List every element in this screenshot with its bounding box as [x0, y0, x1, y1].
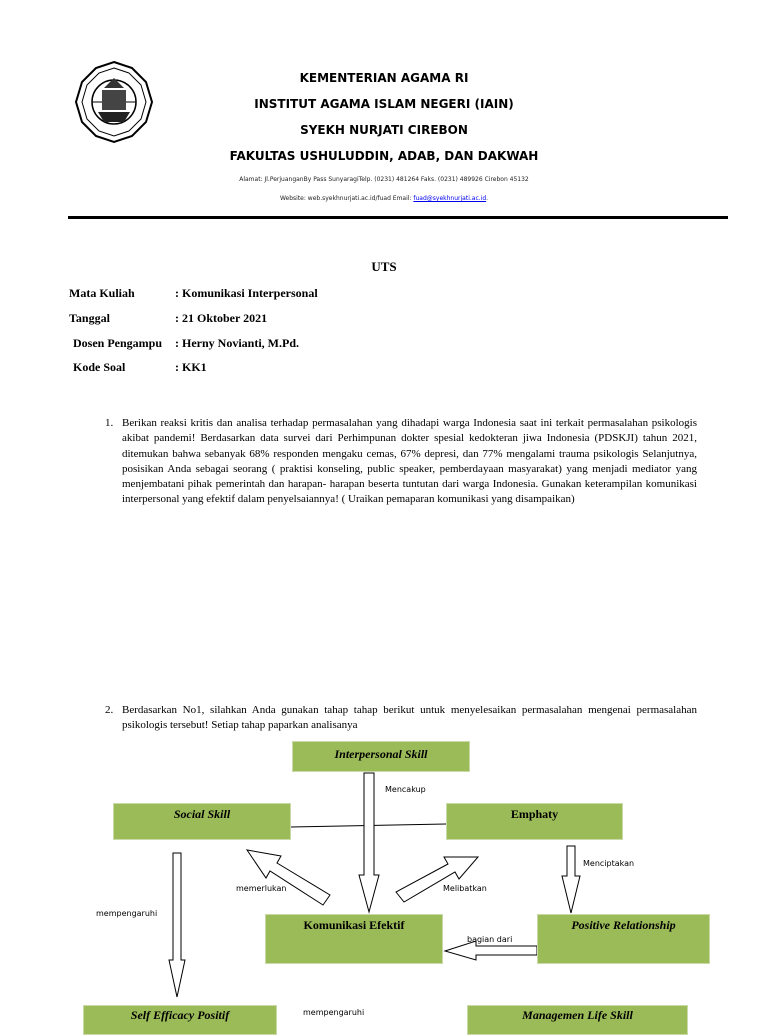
label-mencakup: Mencakup	[385, 785, 426, 794]
label-menciptakan: Menciptakan	[583, 859, 635, 868]
info-label-mata-kuliah: Mata Kuliah	[69, 286, 135, 300]
arrow-melibatkan	[396, 857, 478, 902]
label-bagian-dari: bagian dari	[467, 935, 513, 944]
box-emphaty: Emphaty	[446, 803, 623, 840]
info-label-tanggal: Tanggal	[69, 311, 110, 325]
box-managemen-life-skill: Managemen Life Skill	[467, 1005, 688, 1035]
box-self-efficacy: Self Efficacy Positif	[83, 1005, 277, 1035]
info-value-kode-soal: : KK1	[175, 360, 207, 374]
label-melibatkan: Melibatkan	[443, 884, 487, 893]
faculty-name: FAKULTAS USHULUDDIN, ADAB, DAN DAKWAH	[229, 149, 539, 163]
label-mempengaruhi-left: mempengaruhi	[96, 909, 158, 918]
arrow-mempengaruhi-left	[169, 853, 185, 997]
label-memerlukan: memerlukan	[236, 884, 287, 893]
box-positive-relationship: Positive Relationship	[537, 914, 710, 964]
ministry-name: KEMENTERIAN AGAMA RI	[299, 71, 469, 85]
info-label-kode-soal: Kode Soal	[73, 360, 126, 374]
page-title: UTS	[371, 259, 397, 274]
label-mempengaruhi-bottom: mempengaruhi	[303, 1008, 365, 1017]
box-social-skill: Social Skill	[113, 803, 291, 840]
arrow-mencakup	[359, 773, 379, 912]
question-text: Berdasarkan No1, silahkan Anda gunakan tahap tahap berikut untuk menyelesaikan permasalahan mengenai permasalahan psikologis tersebut! Setiap tahap paparkan analisanya	[122, 704, 697, 732]
question-number: 1.	[105, 417, 114, 429]
info-value-mata-kuliah: : Komunikasi Interpersonal	[175, 286, 318, 300]
website-suffix: .	[486, 195, 489, 202]
question-number: 2.	[105, 704, 114, 716]
arrow-memerlukan	[247, 850, 330, 905]
question-text: Berikan reaksi kritis dan analisa terhadap permasalahan yang dihadapi warga Indonesia saat ini terkait permasalahan psikologis akibat pandemi! Berdasarkan data survei dari Perhimpunan dokter spesial kedokteran jiwa Indonesia (PDSKJI) tahun 2021, ditemukan bahwa sebanyak 68% responden mengaku cemas, 67% depresi, dan 77% mengalami trauma psikologis Selanjutnya, posisikan Anda sebagai seorang ( praktisi konseling, public speaker, pemberdayaan masyarakat) yang menjadi mediator yang menjembatani pihak pemerintah dan harapan- harapan beserta tuntutan dari warga Indonesia. Gunakan keterampilan komunikasi interpersonal yang efektif dalam penyelsaiannya! ( Uraikan pemaparan komunikasi yang disampaikan)	[122, 417, 697, 506]
email-link[interactable]: fuad@syekhnurjati.ac.id	[413, 195, 487, 202]
box-komunikasi-efektif: Komunikasi Efektif	[265, 914, 443, 964]
address-line: Alamat: Jl.PerjuanganBy Pass SunyaragiTelp. (0231) 481264 Faks. (0231) 489926 Cirebon 45132	[239, 176, 529, 183]
website-text: Website: web.syekhnurjati.ac.id/fuad Email:	[279, 195, 414, 202]
institute-subname: SYEKH NURJATI CIREBON	[300, 123, 468, 137]
info-value-dosen: : Herny Novianti, M.Pd.	[175, 336, 299, 350]
info-label-dosen: Dosen Pengampu	[73, 336, 163, 350]
box-interpersonal-skill: Interpersonal Skill	[292, 741, 470, 772]
info-value-tanggal: : 21 Oktober 2021	[175, 311, 268, 325]
arrow-menciptakan	[562, 846, 580, 913]
institute-name: INSTITUT AGAMA ISLAM NEGERI (IAIN)	[254, 97, 514, 111]
